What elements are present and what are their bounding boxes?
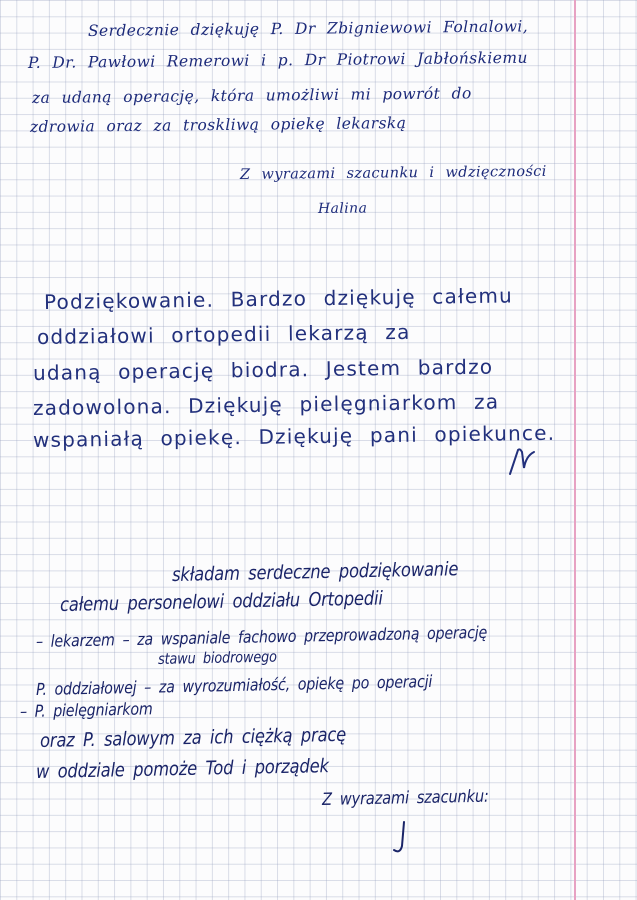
note-3-line: oraz P. salowym za ich ciężką pracę [39, 723, 347, 752]
note-1-line: P. Dr. Pawłowi Remerowi i p. Dr Piotrowi Jabłońskiemu [27, 48, 528, 72]
margin-line [574, 0, 576, 900]
note-1-line: Serdecznie dziękuję P. Dr Zbigniewowi Folnalowi, [87, 17, 529, 40]
note-3-line: składam serdeczne podziękowanie [171, 558, 459, 586]
note-2-line: wspaniałą opiekę. Dziękuję pani opiekunce. [32, 420, 556, 452]
note-2-signature-mark [506, 446, 540, 478]
note-2-line: Podziękowanie. Bardzo dziękuję całemu [43, 283, 514, 314]
note-3-line: stawu biodrowego [157, 647, 277, 668]
note-3-line: – P. pielęgniarkom [19, 699, 153, 721]
note-3-signature-mark [390, 818, 414, 858]
note-2-line: zadowolona. Dziękuję pielęgniarkom za [32, 389, 500, 420]
note-1-closing: Z wyrazami szacunku i wdzięczności [239, 163, 547, 183]
note-2-line: oddziałowi ortopedii lekarzą za [36, 319, 411, 349]
note-3-line: w oddziale pomoże Tod i porządek [35, 755, 329, 783]
note-1-line: zdrowia oraz za troskliwą opiekę lekarską [29, 114, 407, 136]
note-3-line: całemu personelowi oddziału Ortopedii [59, 587, 383, 616]
note-3-closing: Z wyrazami szacunku: [321, 786, 489, 810]
note-1-line: za udaną operację, która umożliwi mi powrót do [31, 84, 472, 107]
note-3-line: P. oddziałowej – za wyrozumiałość, opiekę po operacji [35, 671, 433, 699]
note-2-line: udaną operację biodra. Jestem bardzo [32, 354, 494, 385]
note-1-signature: Halina [317, 200, 368, 217]
note-3-line: – lekarzem – za wspaniale fachowo przeprowadzoną operację [35, 622, 488, 651]
